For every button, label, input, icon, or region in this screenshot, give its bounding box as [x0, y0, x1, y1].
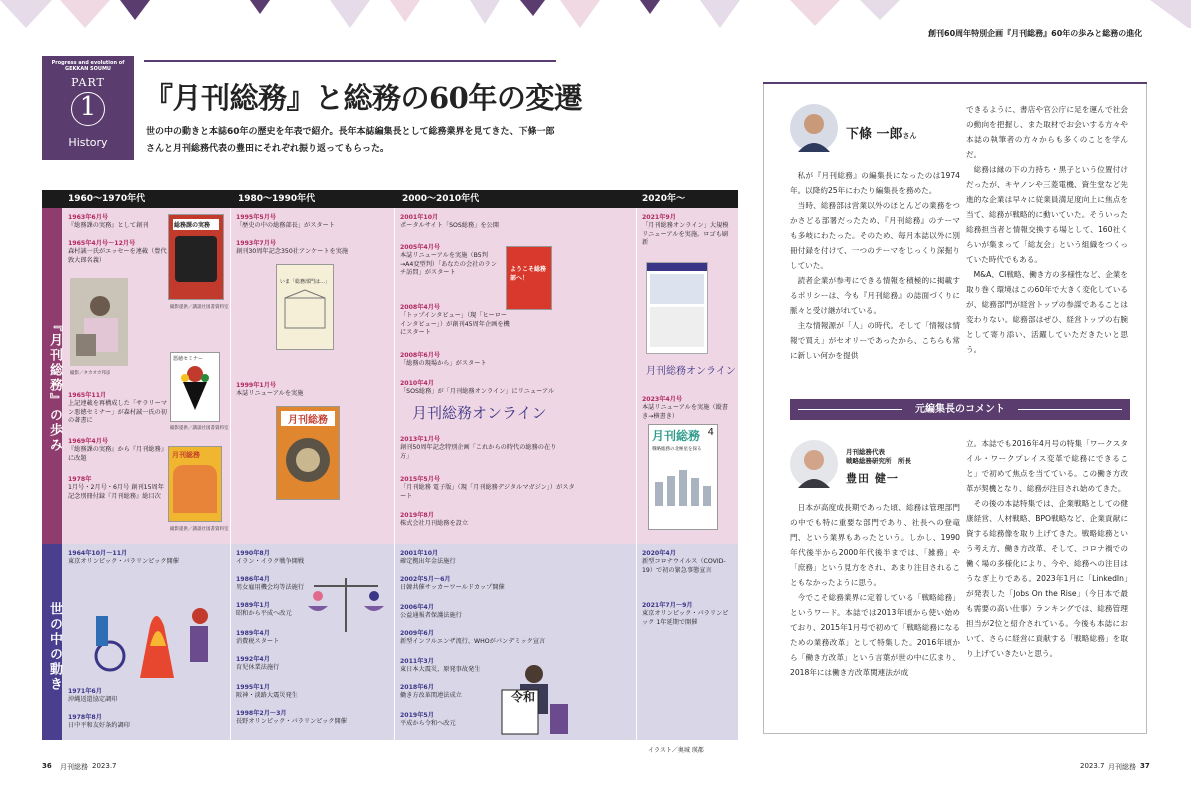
- timeline-event: 1969年4月号 『総務課の実務』から『月刊総務』に改題: [68, 438, 167, 462]
- timeline-event: 2013年1月号 創刊50周年記念特別企画「これからの時代の総務の在り方」: [400, 436, 557, 460]
- header-1980s: 1980～1990年代: [238, 194, 316, 204]
- timeline-event: 2008年4月号 「トップインタビュー」（現「ヒーローインタビュー」）が創刊45周年企画を機にスタート: [400, 304, 510, 337]
- person2-text-col1: 日本が高度成長期であった頃、総務は管理部門の中でも特に重要な部門であり、社長への登竜門、という業界もあったという。しかし、1990年代後半から2000年代後半までは、「雑務」や「庶務」という見方をされ、あまり注目されることもなかったように思う。 今でこそ総務業界に定着している「戦略総務」というワード。本誌では2013年頃から使い始めており、2015年1月号で初めて「戦略総務になるための業務改革」として特集した。2016年頃から「働き方改革」という言葉が世の中に広まり、2018年には働き方改革関連法が成: [790, 503, 960, 677]
- timeline-event: 1995年5月号 「歴史の中の総務部長」がスタート: [236, 214, 335, 230]
- timeline-event: 1992年4月 育児休業法施行: [236, 656, 280, 672]
- comment-heading: 元編集長のコメント: [790, 399, 1130, 420]
- part-number: 1: [71, 92, 105, 126]
- column-divider: [394, 208, 395, 740]
- book-cover-image: 月刊総務: [168, 446, 222, 522]
- person2-title2: 戦略総務研究所 所長: [846, 457, 911, 465]
- timeline-event: 1965年11月 上記連載を再構成した「サラリーマン悪徳セミナー」が森村誠一氏の初の著書に: [68, 392, 167, 425]
- website-screenshot-image: [646, 262, 708, 354]
- timeline-event: 1993年7月号 創刊30周年記念350社アンケートを実施: [236, 240, 349, 256]
- timeline-event: 2005年4月号 本誌リニューアルを実施（B5判→A4変型判）「あなたの会社のランチ訪問」がスタート: [400, 244, 497, 277]
- column-divider: [230, 208, 231, 740]
- person1-name-block: [846, 123, 917, 142]
- timeline-event: 1995年1月 阪神・淡路大震災発生: [236, 684, 298, 700]
- timeline-event: 1965年4月号～12月号 森村誠一氏がエッセーを連載（豊代敦大郎名義）: [68, 240, 167, 264]
- footer-date-left: 2023.7: [92, 762, 117, 770]
- person1-text-col1: 私が『月刊総務』の編集長になったのは1974年。以降約25年にわたり編集長を務めた。 当時、総務部は営業以外のほとんどの業務をつかさどる部署だったため、『月刊総務』のテーマも多岐にわたった。そのため、毎月本誌以外に別冊付録を付けて、一つのテーマをじっくり深掘りしていた。 読者企業が参考にできる情報を積極的に掲載するポリシーは、今も『月刊総務』の誌面づくりに脈々と受け継がれている。 主な情報源が「人」の時代。そして「情報は情報で買え」がセオリーであったから、こちらも常に新しい何かを提供: [790, 171, 960, 360]
- lead-text: 世の中の動きと本誌60年の歴史を年表で紹介。長年本誌編集長として総務業界を見てきた、下條一郎さんと月刊総務代表の豊田にそれぞれ振り返ってもらった。: [146, 127, 555, 154]
- timeline-event: 1989年1月 昭和から平成へ改元: [236, 602, 292, 618]
- timeline-event: 2018年6月 働き方改革関連法成立: [400, 684, 462, 700]
- title-rule: [144, 60, 556, 62]
- part-label: PART: [71, 76, 105, 89]
- avatar: [790, 104, 838, 152]
- book-cover-image: 月刊総務: [276, 406, 340, 500]
- header-2020s: 2020年～: [642, 194, 686, 204]
- footer-magazine-left: 月刊総務: [60, 763, 88, 771]
- timeline-event: 2001年10月 ポータルサイト「SOS総務」を公開: [400, 214, 499, 230]
- timeline-event: 2002年5月～6月 日韓共催サッカーワールドカップ開催: [400, 576, 505, 592]
- timeline-event: 2015年5月号 「月刊総務 電子版」（現「月刊総務デジタルマガジン」）がスタート: [400, 476, 575, 500]
- timeline-event: 2019年8月 株式会社月刊総務を設立: [400, 512, 469, 528]
- magazine-row-label: 『月刊総務』の歩み: [47, 318, 62, 453]
- person2-name: 豊田 健一: [846, 472, 899, 485]
- timeline-event: 2023年4月号 本誌リニューアルを実施（縦書き→横書き）: [642, 396, 728, 420]
- book-cover-image: 月刊総務 4 戦略総務の北極星を探る: [648, 424, 718, 530]
- page-number-right: 37: [1140, 762, 1150, 770]
- online-logo-small: 月刊総務オンライン: [646, 366, 736, 377]
- avatar: [790, 440, 838, 488]
- footer-magazine-right: 月刊総務: [1108, 763, 1136, 771]
- book-cover-image: ようこそ総務部へ！: [506, 246, 552, 310]
- timeline-event: 2010年4月 「SOS総務」が「月刊総務オンライン」にリニューアル: [400, 380, 555, 396]
- person2-title1: 月刊総務代表: [846, 448, 885, 456]
- timeline-event: 1998年2月～3月 長野オリンピック・パラリンピック開催: [236, 710, 347, 726]
- timeline-event: 1978年 1月号・2月号・6月号 創刊15周年記念別冊付録『月刊総務』総目次: [68, 476, 164, 500]
- timeline-event: 2011年3月 東日本大震災、原発事故発生: [400, 658, 481, 674]
- timeline-event: 1989年4月 消費税スタート: [236, 630, 280, 646]
- person2-text-col2: 立。本誌でも2016年4月号の特集「ワークスタイル・ワークプレイス変革で総務にできること」で初めて焦点を当てている。この働き方改革が契機となり、総務が注目され始めてきた。 その後の本誌特集では、企業戦略としての健康経営、人材戦略、BPO戦略など、企業貢献に資する総務像を取り上げてきた。戦略総務という考え方、働き方改革、そして、コロナ禍での働く場の多様化により、今や、総務への注目はうなぎ上りである。2023年1月に「LinkedIn」が発表した「Jobs On the Rise」（今日本で最も需要の高い仕事）ランキングでは、総務管理担当が2位と紹介されている。今後も本誌において、さらに経営に貢献する「戦略総務」を取り上げていきたいと思う。: [966, 439, 1128, 658]
- book-cover-image: いま「総務部門は…」: [276, 264, 334, 350]
- page-title: 『月刊総務』と総務の60年の変遷: [144, 81, 583, 115]
- part-subtitle: Progress and evolution of GEKKAN SOUMU: [51, 60, 125, 72]
- world-row-label: 世の中の動き: [47, 602, 62, 692]
- image-caption: 撮影／タカオカ邦彦: [70, 371, 111, 376]
- column-divider: [636, 208, 637, 740]
- image-caption: 撮影提供／講談社図書資料室: [170, 426, 229, 431]
- part-section: History: [68, 136, 108, 149]
- top-decoration: [0, 0, 1191, 28]
- part-badge: [42, 56, 134, 160]
- photo-image: [70, 278, 128, 366]
- header-2000s: 2000～2010年代: [402, 194, 480, 204]
- reiwa-sign-text: 令和: [510, 690, 535, 704]
- timeline-event: 2019年5月 平成から令和へ改元: [400, 712, 456, 728]
- timeline-event: 1999年1月号 本誌リニューアルを実施: [236, 382, 304, 398]
- timeline-event: 1964年10月～11月 東京オリンピック・パラリンピック開催: [68, 550, 179, 566]
- scales-illustration: [304, 572, 388, 638]
- timeline-event: 1990年8月 イラン・イラク戦争開戦: [236, 550, 305, 566]
- image-caption: 撮影提供／講談社図書資料室: [170, 305, 229, 310]
- timeline-event: 2009年6月 新型インフルエンザ流行、WHOがパンデミック宣言: [400, 630, 546, 646]
- timeline-event: 2008年6月号 「総務の現場から」がスタート: [400, 352, 487, 368]
- footer-date-right: 2023.7: [1080, 762, 1105, 770]
- image-caption: 撮影提供／講談社図書資料室: [170, 527, 229, 532]
- illustration-credit: イラスト／奥城 瑛都: [648, 747, 704, 754]
- person1-suffix: さん: [902, 132, 917, 140]
- timeline-header: [42, 190, 738, 208]
- timeline-event: 2006年4月 公益通報者保護法施行: [400, 604, 462, 620]
- book-cover-image: 総務課の実務: [168, 214, 224, 300]
- timeline-event: 1986年4月 男女雇用機会均等法施行: [236, 576, 305, 592]
- book-cover-image: 悪徳セミナー: [170, 352, 220, 422]
- series-title: 創刊60周年特別企画『月刊総務』60年の歩みと総務の進化: [928, 29, 1143, 38]
- olympics-illustration: [80, 586, 230, 682]
- timeline-event: 2001年10月 確定拠出年金法施行: [400, 550, 456, 566]
- timeline-event: 1963年6月号 『総務課の実務』として創刊: [68, 214, 149, 230]
- person1-text-col2: できるように、書店や官公庁に足を運んで社会の動向を把握し、また取材でお会いする方々や本誌の執筆者の方々からも多くのことを学んだ。 総務は縁の下の力持ち・黒子という位置付けだったが、キヤノンや三菱電機、資生堂など先進的な企業は早々に従業員満足度向上に焦点を当て、総務が戦略的に動いていた。そういった総務担当者と情報交換する場として、160社くらいが集まって「総友会」という組織をつくっていた時代でもある。 M&A、CI戦略、働き方の多様性など、企業を取り巻く環境はこの60年で大きく変化しているが、総務部門が経営トップの参謀であることは変わりない。総務部はぜひ、経営トップの右腕として寄り添い、活躍していただきたいと思う。: [966, 105, 1128, 354]
- timeline-event: 1971年6月 沖縄返還協定調印: [68, 688, 118, 704]
- timeline-event: 1978年8月 日中平和友好条約調印: [68, 714, 130, 730]
- header-1960s: 1960～1970年代: [68, 194, 146, 204]
- timeline-event: 2020年4月 新型コロナウイルス（COVID-19）で初の緊急事態宣言: [642, 550, 726, 574]
- person1-name: 下條 一郎: [846, 127, 903, 142]
- timeline-event: 2021年7月～9月 東京オリンピック・パラリンピック 1年延期で開催: [642, 602, 729, 626]
- timeline-event: 2021年9月 「月刊総務オンライン」大規模リニューアルを実施。ロゴも刷新: [642, 214, 729, 247]
- online-logo: 月刊総務オンライン: [412, 404, 547, 422]
- page-number-left: 36: [42, 762, 52, 770]
